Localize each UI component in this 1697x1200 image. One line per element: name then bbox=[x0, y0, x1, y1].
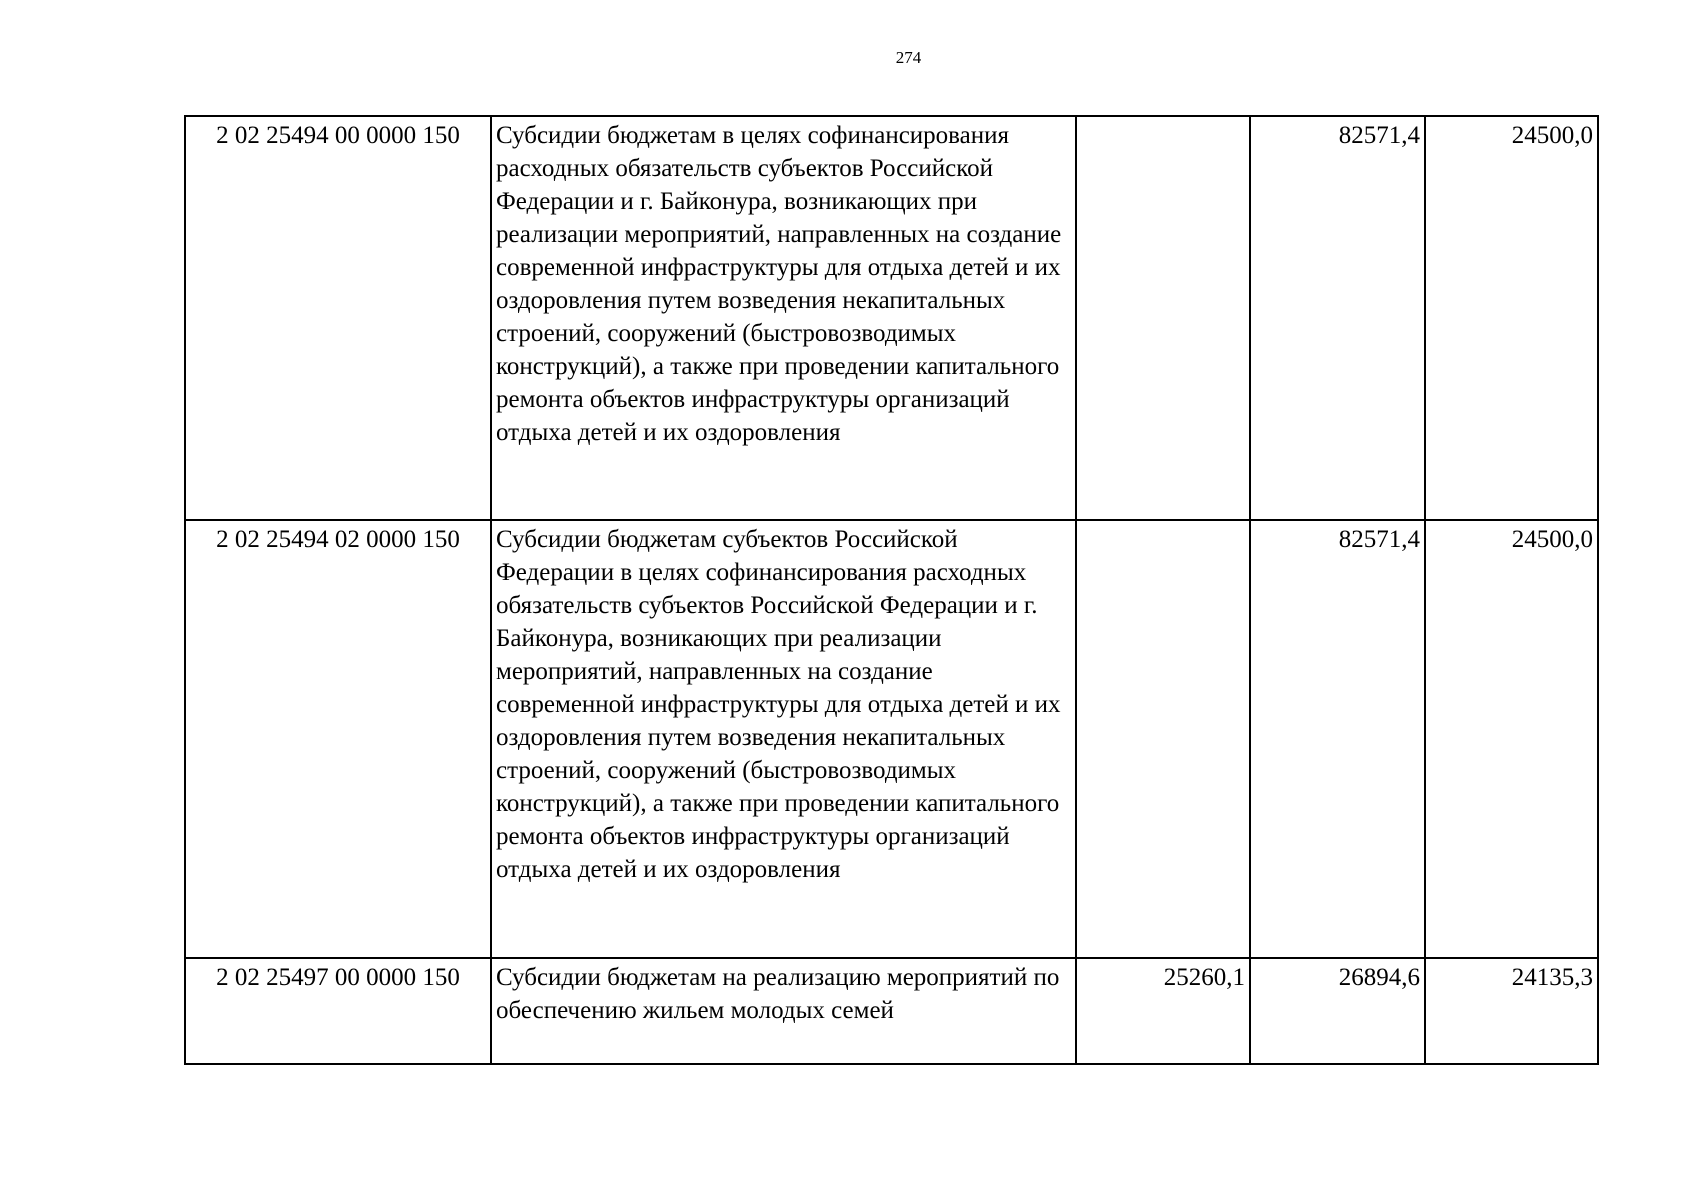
value-cell-3: 24500,0 bbox=[1425, 116, 1598, 520]
budget-code-cell: 2 02 25497 00 0000 150 bbox=[185, 958, 491, 1064]
value-cell-2: 82571,4 bbox=[1250, 520, 1425, 958]
value-cell-3: 24135,3 bbox=[1425, 958, 1598, 1064]
value-cell-2: 26894,6 bbox=[1250, 958, 1425, 1064]
table-row bbox=[185, 116, 1598, 520]
value-cell-1 bbox=[1076, 520, 1250, 958]
description-cell: Субсидии бюджетам в целях софинансирования расходных обязательств субъектов Российской Федерации и г. Байконура, возникающих при реализации мероприятий, направленных на создание современной инфраструктуры для отдыха детей и их оздоровления путем возведения некапитальных строений, сооружений (быстровозводимых конструкций), а также при проведении капитального ремонта объектов инфраструктуры организаций отдыха детей и их оздоровления bbox=[491, 116, 1076, 520]
value-cell-1 bbox=[1076, 116, 1250, 520]
budget-table bbox=[184, 115, 1599, 1065]
value-cell-3: 24500,0 bbox=[1425, 520, 1598, 958]
description-cell: Субсидии бюджетам на реализацию мероприятий по обеспечению жильем молодых семей bbox=[491, 958, 1076, 1064]
page-number: 274 bbox=[895, 48, 922, 67]
value-cell-2: 82571,4 bbox=[1250, 116, 1425, 520]
budget-code-cell: 2 02 25494 02 0000 150 bbox=[185, 520, 491, 958]
value-cell-1: 25260,1 bbox=[1076, 958, 1250, 1064]
description-cell: Субсидии бюджетам субъектов Российской Федерации в целях софинансирования расходных обязательств субъектов Российской Федерации и г. Байконура, возникающих при реализации мероприятий, направленных на создание современной инфраструктуры для отдыха детей и их оздоровления путем возведения некапитальных строений, сооружений (быстровозводимых конструкций), а также при проведении капитального ремонта объектов инфраструктуры организаций отдыха детей и их оздоровления bbox=[491, 520, 1076, 958]
table-row bbox=[185, 958, 1598, 1064]
budget-code-cell: 2 02 25494 00 0000 150 bbox=[185, 116, 491, 520]
table-row bbox=[185, 520, 1598, 958]
